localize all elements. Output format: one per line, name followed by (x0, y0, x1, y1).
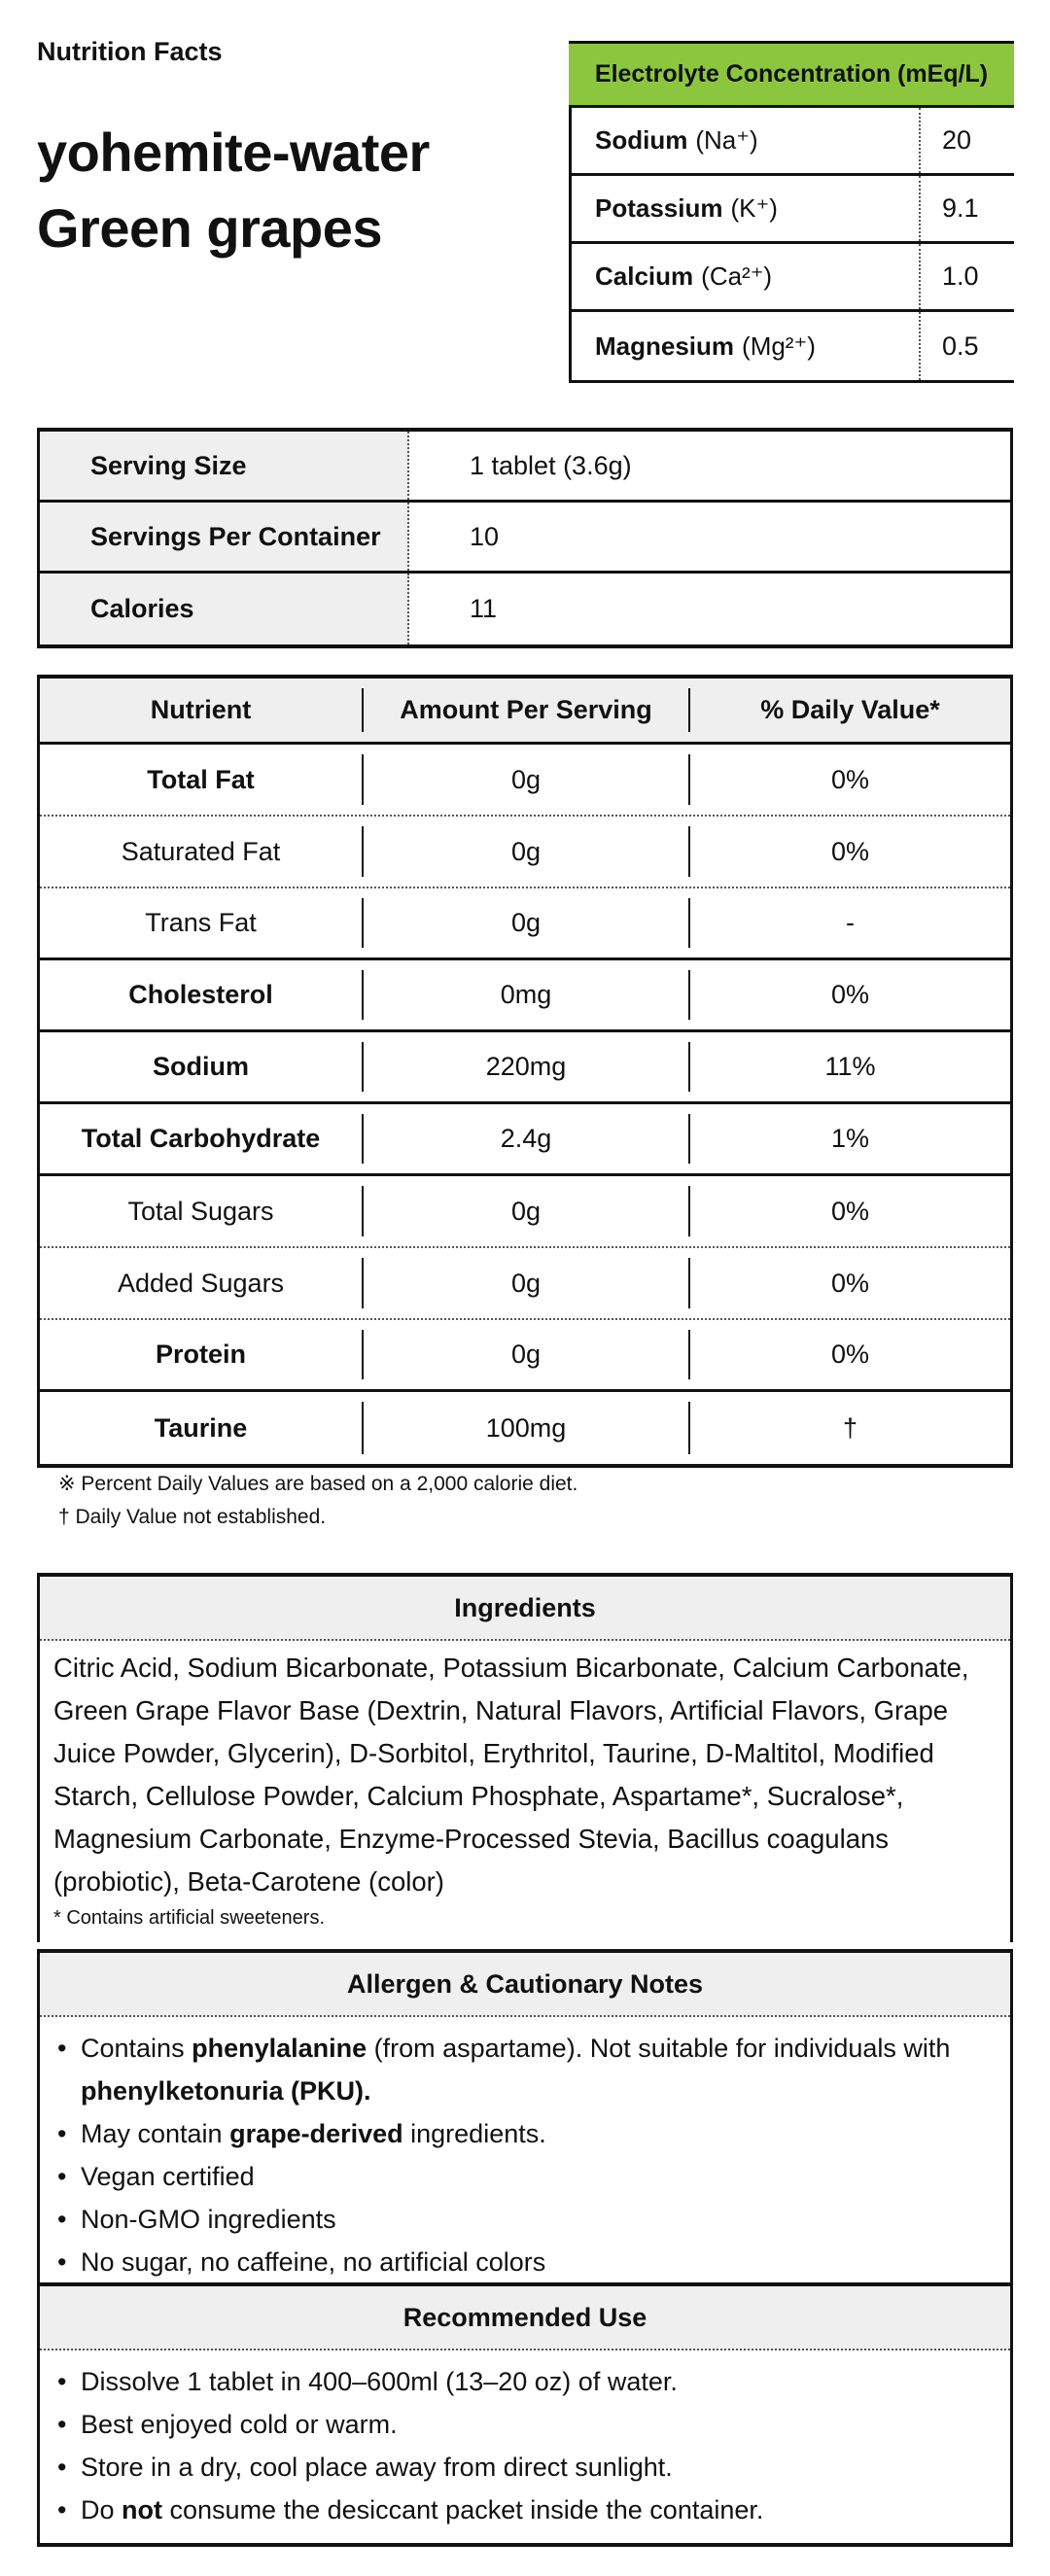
nutrient-name: Total Sugars (127, 1196, 274, 1226)
serving-row (37, 574, 1013, 644)
nutrient-daily-value: 0% (830, 1196, 870, 1226)
nutrient-amount: 0g (510, 1196, 542, 1226)
column-header: % Daily Value* (760, 695, 940, 724)
list-item: • Non-GMO ingredients (53, 2198, 997, 2241)
table-row (40, 1320, 1010, 1392)
ingredients-title: Ingredients (40, 1577, 1010, 1641)
electrolyte-ion: (K⁺) (730, 193, 778, 223)
nutrient-amount: 0g (510, 908, 542, 937)
electrolyte-value: 1.0 (942, 261, 979, 291)
nutrient-daily-value: 0% (830, 836, 870, 866)
list-item: • Contains phenylalanine (from aspartame). Not suitable for individuals with phenylketonuria (PKU). (53, 2027, 997, 2112)
nutrient-daily-value: 0% (830, 1268, 870, 1298)
allergen-section (37, 1949, 1013, 2295)
list-item: • May contain grape-derived ingredients. (53, 2112, 997, 2155)
ingredients-text: Citric Acid, Sodium Bicarbonate, Potassium Bicarbonate, Calcium Carbonate, Green Grape Flavor Base (Dextrin, Natural Flavors, Artificial Flavors, Grape Juice Powder, Glycerin), D-Sorbitol, Erythritol, Taurine, D-Maltitol, Modified Starch, Cellulose Powder, Calcium Phosphate, Aspartame*, Sucralose*, Magnesium Carbonate, Enzyme-Processed Stevia, Bacillus coagulans (probiotic), Beta-Carotene (color) (53, 1653, 969, 1897)
serving-label: Serving Size (37, 432, 409, 500)
column-header: Nutrient (150, 695, 252, 724)
nutrient-daily-value: 0% (830, 980, 870, 1009)
electrolyte-ion: (Ca²⁺) (701, 261, 773, 291)
nutrition-facts-label: Nutrition Facts (37, 37, 223, 66)
nutrient-table (37, 675, 1013, 1468)
nutrient-daily-value: - (846, 908, 855, 937)
serving-value: 1 tablet (3.6g) (409, 432, 1013, 500)
table-row (40, 1248, 1010, 1320)
brand-name: yohemite-water (37, 122, 430, 183)
list-item: • Best enjoyed cold or warm. (53, 2403, 997, 2446)
flavor-name: Green grapes (37, 197, 383, 259)
recommended-list (53, 2360, 997, 2531)
electrolyte-row (569, 176, 1014, 244)
serving-row (37, 503, 1013, 574)
serving-table (37, 428, 1013, 648)
nutrient-name: Protein (155, 1340, 246, 1369)
footnote-calorie-diet: ※ Percent Daily Values are based on a 2,000 calorie diet. (58, 1473, 578, 1495)
table-row (40, 1104, 1010, 1176)
recommended-use-section (37, 2282, 1013, 2547)
allergen-list (53, 2027, 997, 2283)
electrolyte-row (569, 312, 1014, 380)
recommended-use-title: Recommended Use (40, 2286, 1010, 2350)
nutrient-name: Total Carbohydrate (81, 1124, 321, 1153)
electrolyte-ion: (Mg²⁺) (742, 331, 816, 361)
nutrient-name: Saturated Fat (121, 836, 281, 866)
list-item: • Vegan certified (53, 2155, 997, 2198)
electrolyte-value: 9.1 (942, 193, 979, 223)
daily-value-footnotes (58, 1468, 578, 1534)
nutrient-amount: 0mg (500, 980, 552, 1009)
serving-label: Calories (37, 574, 409, 644)
table-row (40, 888, 1010, 960)
table-row (40, 817, 1010, 888)
electrolyte-name: Potassium (595, 193, 723, 223)
product-title (37, 115, 430, 266)
serving-value: 10 (409, 503, 1013, 571)
sweetener-note: * Contains artificial sweeteners. (53, 1907, 326, 1929)
table-row (40, 1392, 1010, 1464)
nutrient-name: Added Sugars (117, 1268, 285, 1298)
electrolyte-row (569, 108, 1014, 176)
nutrient-daily-value: 11% (824, 1052, 876, 1081)
electrolyte-name: Magnesium (595, 331, 735, 361)
nutrient-daily-value: 0% (830, 1340, 870, 1369)
nutrient-name: Cholesterol (128, 980, 273, 1009)
list-item: • No sugar, no caffeine, no artificial colors (53, 2241, 997, 2283)
table-row (40, 1032, 1010, 1104)
serving-label: Servings Per Container (37, 503, 409, 571)
table-row (40, 745, 1010, 817)
nutrient-amount: 100mg (485, 1412, 567, 1443)
nutrient-amount: 0g (510, 1340, 542, 1369)
table-row (40, 1176, 1010, 1248)
list-item: • Dissolve 1 tablet in 400–600ml (13–20 oz) of water. (53, 2360, 997, 2403)
electrolyte-name: Calcium (595, 261, 694, 291)
electrolyte-ion: (Na⁺) (695, 125, 758, 155)
electrolyte-row (569, 244, 1014, 312)
nutrient-name: Taurine (154, 1412, 248, 1443)
nutrient-amount: 220mg (485, 1052, 567, 1081)
nutrient-name: Sodium (153, 1052, 249, 1081)
table-row (40, 960, 1010, 1032)
allergen-title: Allergen & Cautionary Notes (40, 1953, 1010, 2017)
nutrient-daily-value: 0% (830, 764, 870, 794)
nutrient-name: Trans Fat (145, 908, 257, 937)
electrolyte-value: 20 (942, 125, 972, 155)
nutrient-table-header (40, 679, 1010, 745)
nutrient-amount: 0g (510, 764, 542, 794)
nutrient-daily-value: 1% (830, 1124, 870, 1153)
ingredients-section (37, 1573, 1013, 1942)
footnote-not-established: † Daily Value not established. (58, 1506, 327, 1528)
electrolyte-table (569, 41, 1014, 383)
list-item: • Do not consume the desiccant packet inside the container. (53, 2489, 997, 2531)
electrolyte-value: 0.5 (942, 331, 979, 361)
nutrient-daily-value: † (842, 1412, 858, 1443)
nutrient-amount: 0g (510, 836, 542, 866)
serving-row (37, 432, 1013, 503)
serving-value: 11 (409, 574, 1013, 644)
electrolyte-title: Electrolyte Concentration (mEq/L) (569, 44, 1014, 108)
nutrient-amount: 2.4g (500, 1124, 552, 1153)
electrolyte-name: Sodium (595, 125, 688, 155)
list-item: • Store in a dry, cool place away from direct sunlight. (53, 2446, 997, 2489)
column-header: Amount Per Serving (400, 695, 652, 724)
nutrient-amount: 0g (510, 1268, 542, 1298)
nutrient-name: Total Fat (147, 764, 255, 794)
